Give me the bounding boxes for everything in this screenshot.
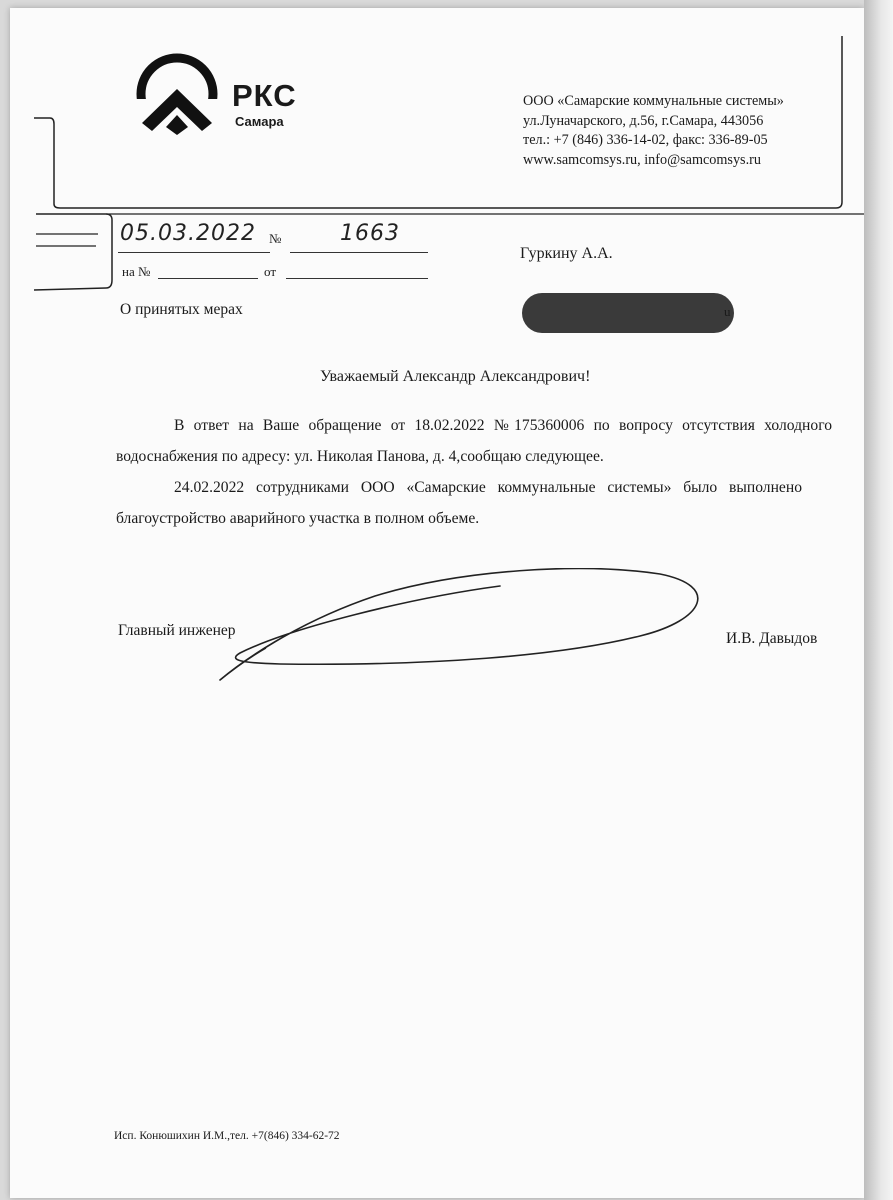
sender-web: www.samcomsys.ru, info@samcomsys.ru bbox=[523, 151, 761, 168]
signatory-name: И.В. Давыдов bbox=[726, 630, 818, 647]
page-edge-shadow bbox=[864, 0, 893, 1200]
sender-address: ул.Луначарского, д.56, г.Самара, 443056 bbox=[523, 112, 764, 129]
recipient-name: Гуркину А.А. bbox=[520, 245, 613, 262]
sender-phones: тел.: +7 (846) 336-14-02, факс: 336-89-05 bbox=[523, 132, 768, 148]
body-paragraph-2: 24.02.2022 сотрудниками ООО «Самарские коммунальные системы» было выполнено благоустройство аварийного участка в полном объеме. bbox=[116, 479, 802, 527]
sender-block bbox=[523, 92, 784, 170]
logo-name: РКС bbox=[232, 78, 297, 113]
signatory-position: Главный инженер bbox=[118, 622, 236, 639]
outgoing-number: 1663 bbox=[340, 221, 400, 246]
greeting: Уважаемый Александр Александрович! bbox=[320, 368, 591, 385]
reference-from-label: от bbox=[264, 264, 277, 279]
executor-line: Исп. Конюшихин И.М.,тел. +7(846) 334-62-72 bbox=[114, 1130, 340, 1142]
body-paragraph-1: В ответ на Ваше обращение от 18.02.2022 №175360006 по вопросу отсутствия холодного водоснабжения по адресу: ул. Николая Панова, д. 4,сообщаю следующее. bbox=[116, 417, 832, 465]
redacted-address bbox=[522, 293, 734, 333]
handwritten-signature bbox=[200, 568, 720, 688]
outgoing-date: 05.03.2022 bbox=[120, 221, 256, 246]
subject-line: О принятых мерах bbox=[120, 301, 243, 318]
reference-number-label: на № bbox=[122, 264, 151, 279]
letter-page bbox=[10, 8, 864, 1198]
outgoing-number-label: № bbox=[269, 231, 282, 246]
rks-mountain-logo-icon bbox=[136, 53, 218, 135]
logo-city: Самара bbox=[235, 114, 284, 129]
sender-company: ООО «Самарские коммунальные системы» bbox=[523, 93, 784, 109]
recipient-address-tail: u bbox=[724, 304, 731, 319]
